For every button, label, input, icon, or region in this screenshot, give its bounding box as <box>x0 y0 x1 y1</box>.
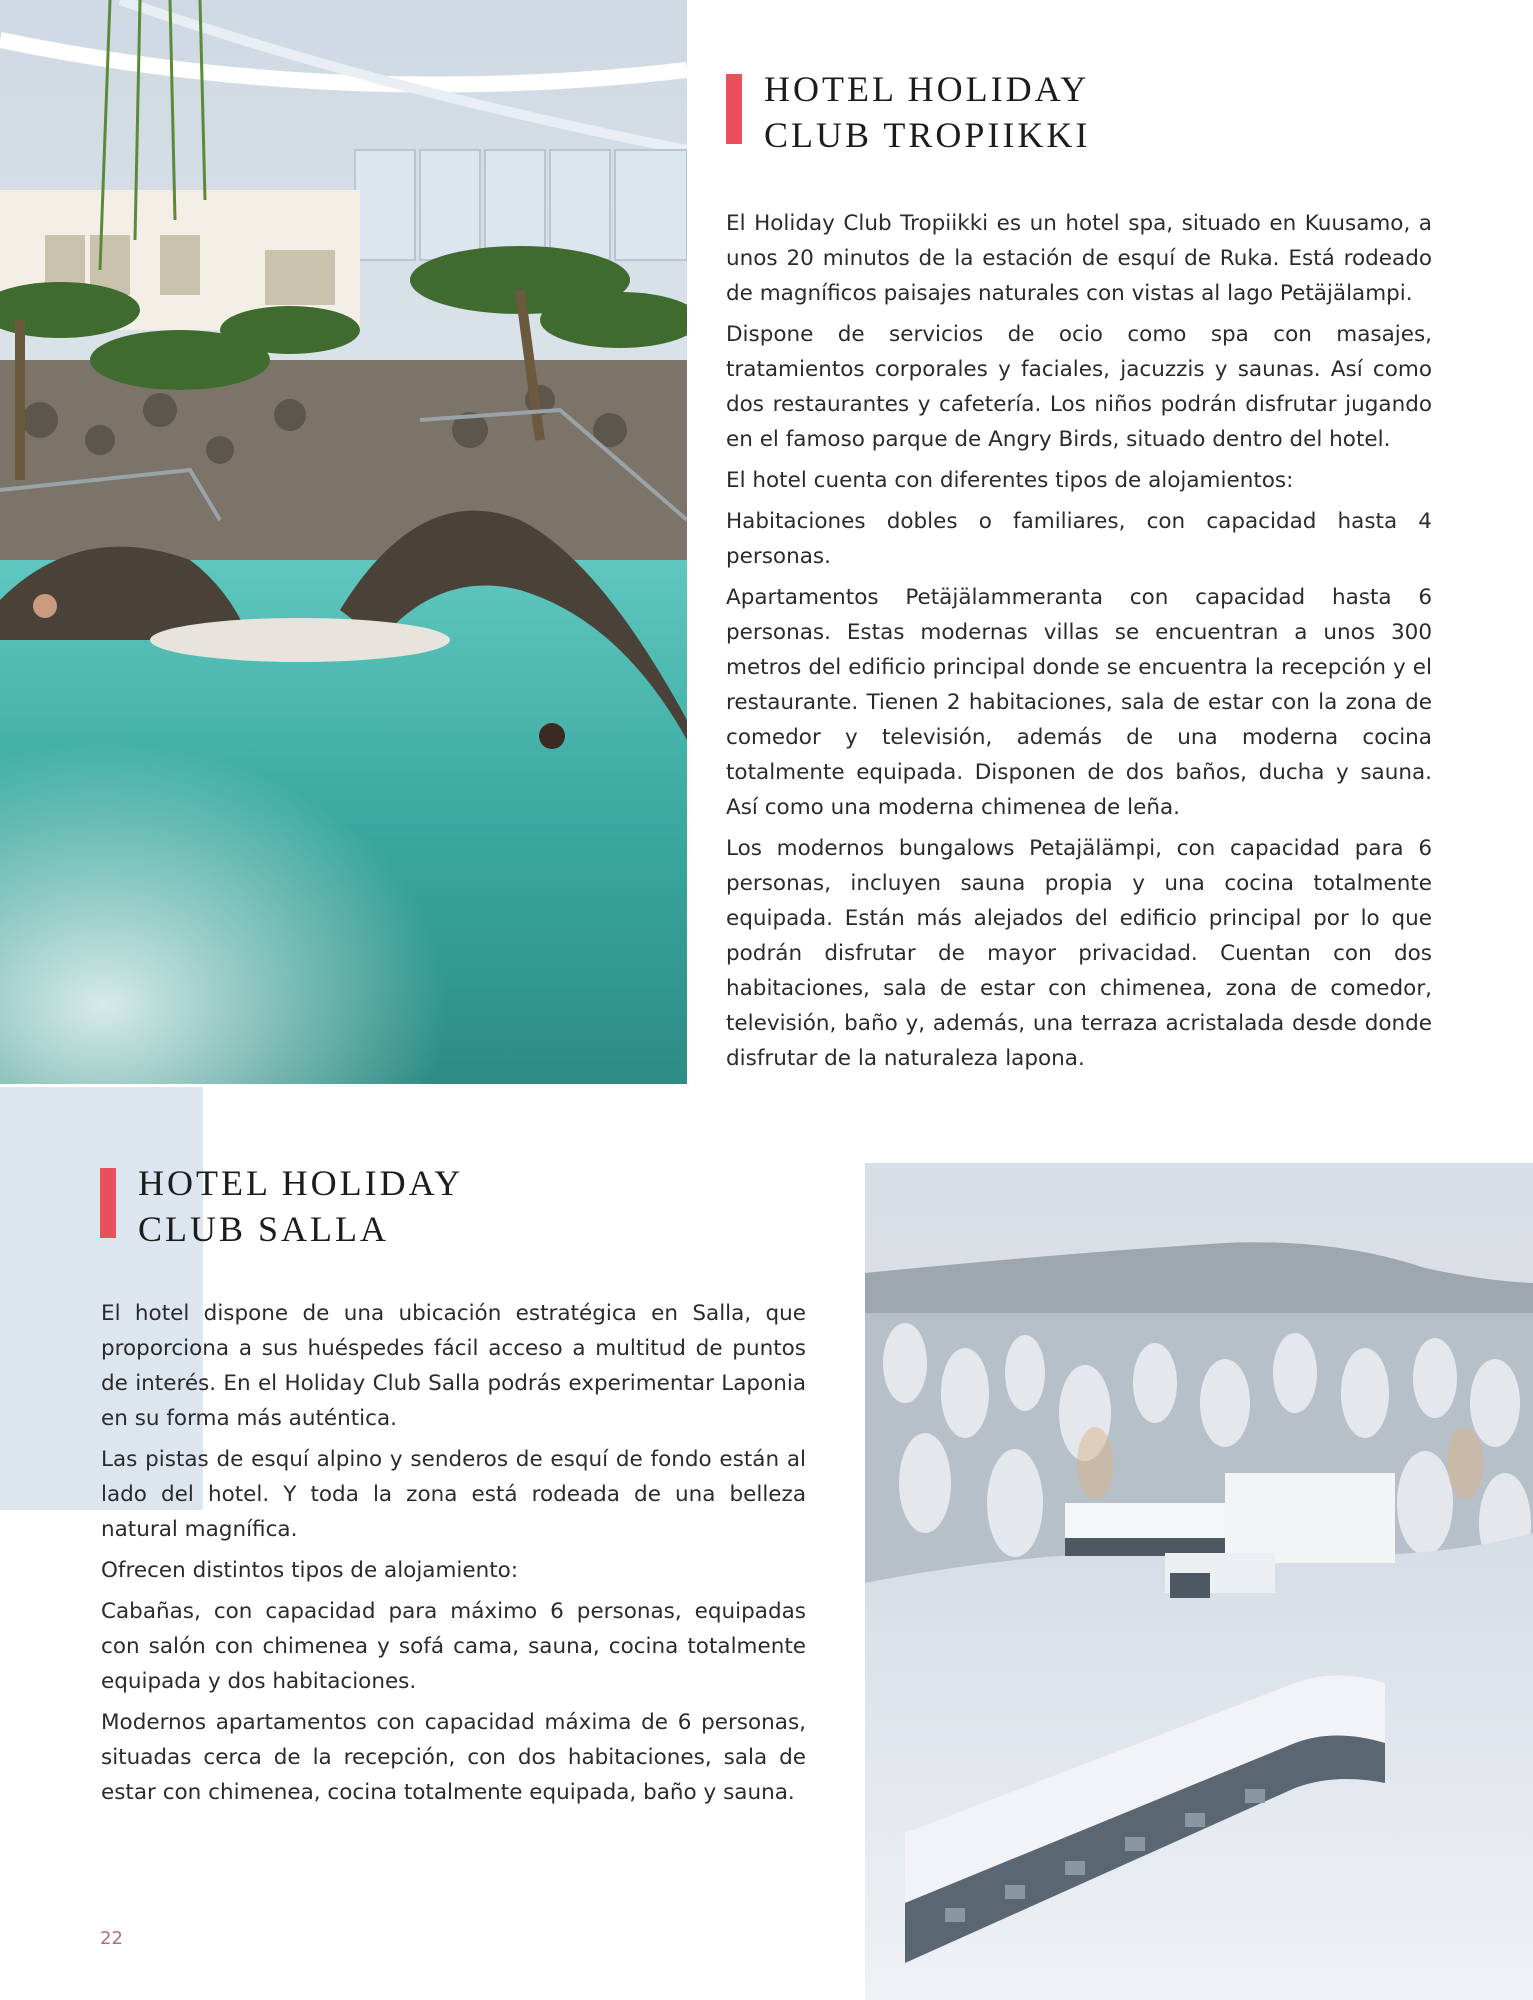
paragraph: Las pistas de esquí alpino y senderos de esquí de fondo están al lado del hotel. Y toda la zona está rodeada de una belleza natural magnífica. <box>101 1447 806 1542</box>
snowy-hotel-aerial-photo <box>865 1163 1533 2000</box>
paragraph: Modernos apartamentos con capacidad máxima de 6 personas, situadas cerca de la recepción, con dos habitaciones, sala de estar con chimenea, cocina totalmente equipada, baño y sauna. <box>101 1710 806 1805</box>
section-heading <box>138 1160 463 1252</box>
section-title-tropiikki <box>726 69 1286 155</box>
paragraph: Habitaciones dobles o familiares, con capacidad hasta 4 personas. <box>726 509 1432 569</box>
paragraph: Los modernos bungalows Petajälämpi, con capacidad para 6 personas, incluyen sauna propia y una cocina totalmente equipada. Están más alejados del edificio principal por lo que podrán disfrutar de mayor privacidad. Cuentan con dos habitaciones, sala de estar con chimenea, zona de comedor, televisión, baño y, además, una terraza acristalada desde donde disfrutar de la naturaleza lapona. <box>726 836 1432 1071</box>
salla-body-text <box>101 1296 806 1816</box>
paragraph: Dispone de servicios de ocio como spa con masajes, tratamientos corporales y faciales, jacuzzis y saunas. Así como dos restaurantes y cafetería. Los niños podrán disfrutar jugando en el famoso parque de Angry Birds, situado dentro del hotel. <box>726 322 1432 452</box>
accent-bar <box>726 74 742 144</box>
title-line-1: HOTEL HOLIDAY <box>138 1163 464 1203</box>
paragraph: El Holiday Club Tropiikki es un hotel spa, situado en Kuusamo, a unos 20 minutos de la estación de esquí de Ruka. Está rodeado de magníficos paisajes naturales con vistas al lago Petäjälampi. <box>726 211 1432 306</box>
paragraph: Ofrecen distintos tipos de alojamiento: <box>101 1558 519 1583</box>
tropiikki-body-text <box>726 206 1432 1082</box>
paragraph: El hotel cuenta con diferentes tipos de alojamientos: <box>726 468 1294 493</box>
spa-pool-photo <box>0 0 687 1084</box>
title-line-1: HOTEL HOLIDAY <box>764 69 1090 109</box>
title-line-2: CLUB SALLA <box>138 1209 390 1249</box>
section-heading <box>764 66 1090 158</box>
paragraph: Apartamentos Petäjälammeranta con capacidad hasta 6 personas. Estas modernas villas se encuentran a unos 300 metros del edificio principal donde se encuentra la recepción y el restaurante. Tienen 2 habitaciones, sala de estar con la zona de comedor y televisión, además de una moderna cocina totalmente equipada. Disponen de dos baños, ducha y sauna. Así como una moderna chimenea de leña. <box>726 585 1432 820</box>
paragraph: Cabañas, con capacidad para máximo 6 personas, equipadas con salón con chimenea y sofá cama, sauna, cocina totalmente equipada y dos habitaciones. <box>101 1599 806 1694</box>
page-number: 22 <box>100 1928 123 1949</box>
paragraph: El hotel dispone de una ubicación estratégica en Salla, que proporciona a sus huéspedes fácil acceso a multitud de puntos de interés. En el Holiday Club Salla podrás experimentar Laponia en su forma más auténtica. <box>101 1301 806 1431</box>
section-title-salla <box>100 1163 660 1249</box>
title-line-2: CLUB TROPIIKKI <box>764 115 1091 155</box>
accent-bar <box>100 1168 116 1238</box>
